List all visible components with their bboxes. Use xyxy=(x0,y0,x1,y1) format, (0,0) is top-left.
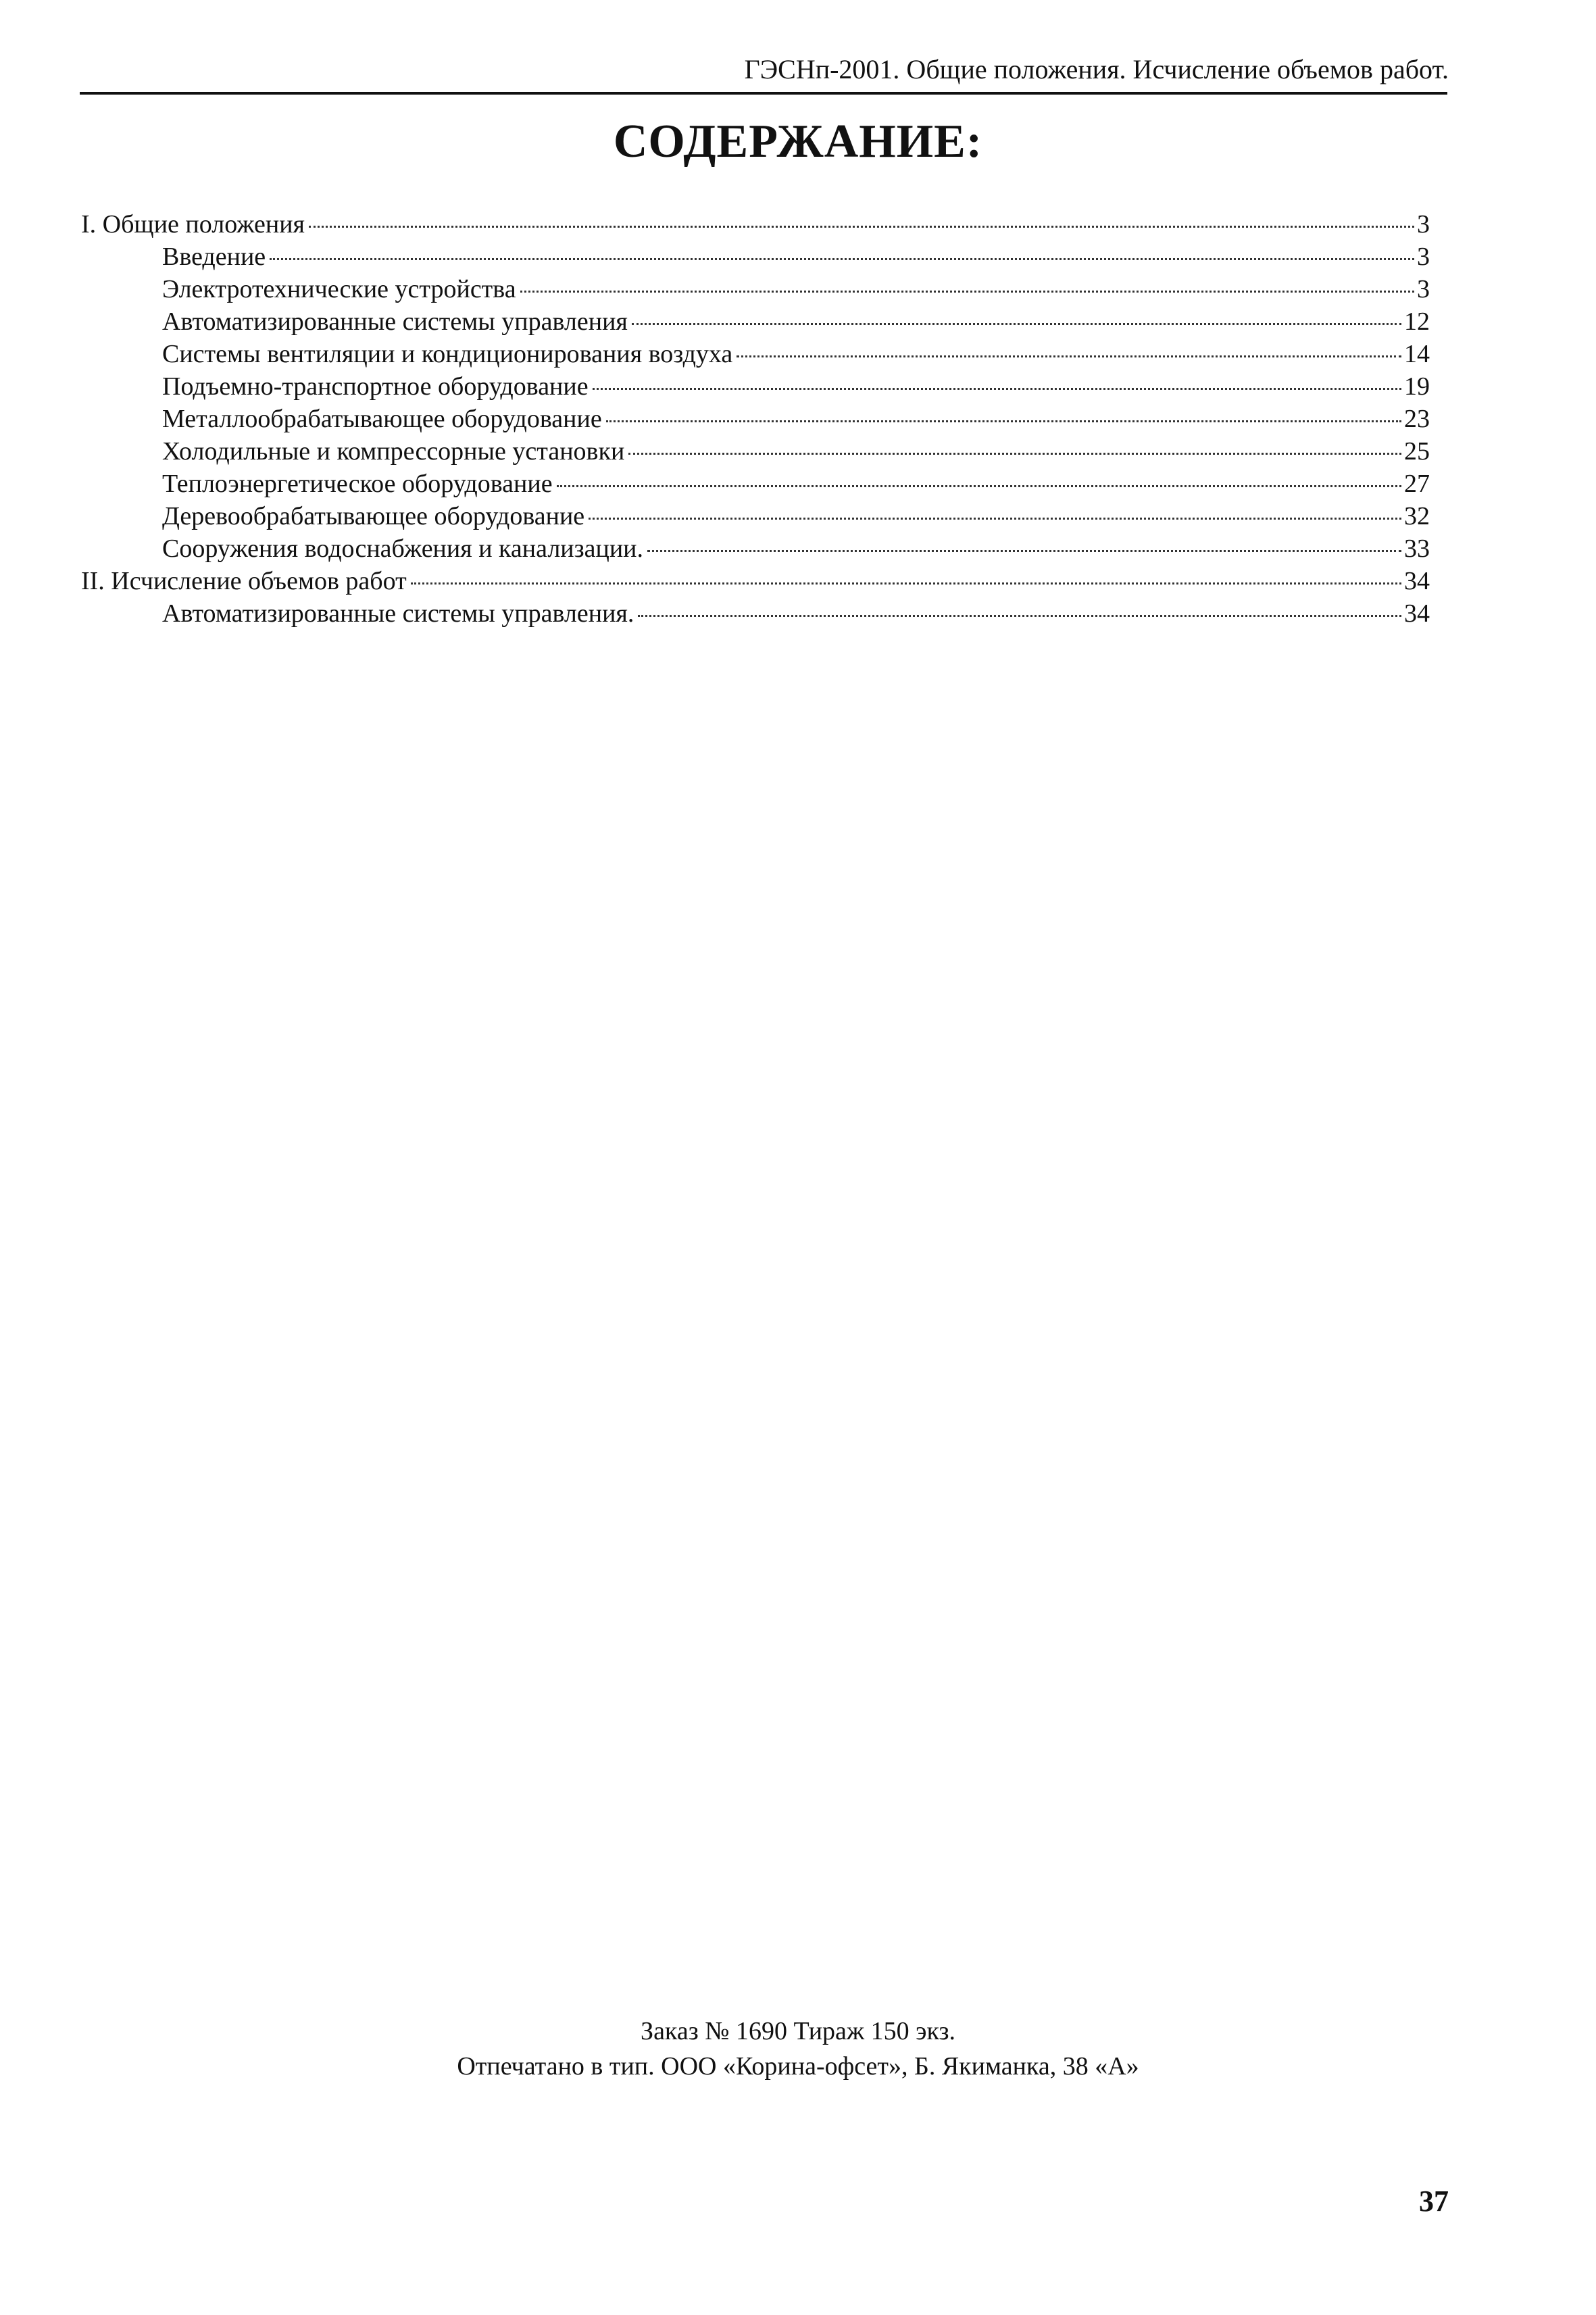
toc-entry-page: 27 xyxy=(1404,470,1430,498)
toc-dot-leader xyxy=(628,453,1401,455)
toc-entry[interactable] xyxy=(81,208,1430,241)
toc-entry[interactable] xyxy=(81,565,1430,597)
imprint-order-line: Заказ № 1690 Тираж 150 экз. xyxy=(641,2017,955,2045)
toc-dot-leader xyxy=(309,226,1414,228)
toc-entry-page: 23 xyxy=(1404,405,1430,433)
toc-entry[interactable] xyxy=(162,370,1430,403)
toc-dot-leader xyxy=(520,291,1414,293)
toc-dot-leader xyxy=(557,485,1401,487)
toc-entry-page: 3 xyxy=(1417,275,1430,303)
toc-entry-label: Автоматизированные системы управления. xyxy=(162,599,634,628)
toc-dot-leader xyxy=(606,420,1401,422)
toc-entry-page: 3 xyxy=(1417,243,1430,271)
toc-entry[interactable] xyxy=(162,435,1430,468)
toc-entry-label: Холодильные и компрессорные установки xyxy=(162,437,625,466)
toc-entry-label: I. Общие положения xyxy=(81,210,305,239)
toc-entry-label: Металлообрабатывающее оборудование xyxy=(162,405,602,433)
toc-entry-label: Подъемно-транспортное оборудование xyxy=(162,372,589,401)
toc-entry-page: 32 xyxy=(1404,502,1430,530)
toc-dot-leader xyxy=(737,355,1401,357)
page-number: 37 xyxy=(1419,2185,1449,2218)
toc-entry[interactable] xyxy=(162,338,1430,370)
toc-entry-label: Деревообрабатывающее оборудование xyxy=(162,502,585,530)
toc-entry-label: Теплоэнергетическое оборудование xyxy=(162,470,553,498)
toc-entry-label: Сооружения водоснабжения и канализации. xyxy=(162,534,644,563)
toc-entry-label: Системы вентиляции и кондиционирования воздуха xyxy=(162,340,733,368)
toc-entry-page: 14 xyxy=(1404,340,1430,368)
toc-entry[interactable] xyxy=(162,468,1430,500)
toc-dot-leader xyxy=(411,582,1401,584)
toc-entry-page: 12 xyxy=(1404,307,1430,336)
toc-entry[interactable] xyxy=(162,597,1430,630)
running-header: ГЭСНп-2001. Общие положения. Исчисление объемов работ. xyxy=(744,54,1449,84)
toc-entry[interactable] xyxy=(162,241,1430,273)
toc-dot-leader xyxy=(647,550,1401,552)
toc-entry-label: II. Исчисление объемов работ xyxy=(81,567,407,595)
toc-entry[interactable] xyxy=(162,273,1430,305)
toc-dot-leader xyxy=(638,615,1401,617)
toc-entry-page: 33 xyxy=(1404,534,1430,563)
toc-entry[interactable] xyxy=(162,305,1430,338)
toc-entry-label: Электротехнические устройства xyxy=(162,275,516,303)
toc-entry[interactable] xyxy=(162,532,1430,565)
toc-entry-page: 3 xyxy=(1417,210,1430,239)
toc-entry[interactable] xyxy=(162,500,1430,532)
toc-dot-leader xyxy=(632,323,1401,325)
toc-entry-page: 25 xyxy=(1404,437,1430,466)
imprint-printer-line: Отпечатано в тип. ООО «Корина-офсет», Б. Якиманка, 38 «А» xyxy=(457,2052,1139,2081)
toc-entry-label: Введение xyxy=(162,243,266,271)
header-rule xyxy=(80,92,1447,95)
toc-dot-leader xyxy=(270,258,1414,260)
toc-entry-label: Автоматизированные системы управления xyxy=(162,307,628,336)
toc-entry-page: 34 xyxy=(1404,567,1430,595)
toc-entry-page: 34 xyxy=(1404,599,1430,628)
toc-entry-page: 19 xyxy=(1404,372,1430,401)
toc-entry[interactable] xyxy=(162,403,1430,435)
toc-dot-leader xyxy=(593,388,1401,390)
toc-title: СОДЕРЖАНИЕ: xyxy=(613,116,983,168)
toc-dot-leader xyxy=(589,518,1401,520)
